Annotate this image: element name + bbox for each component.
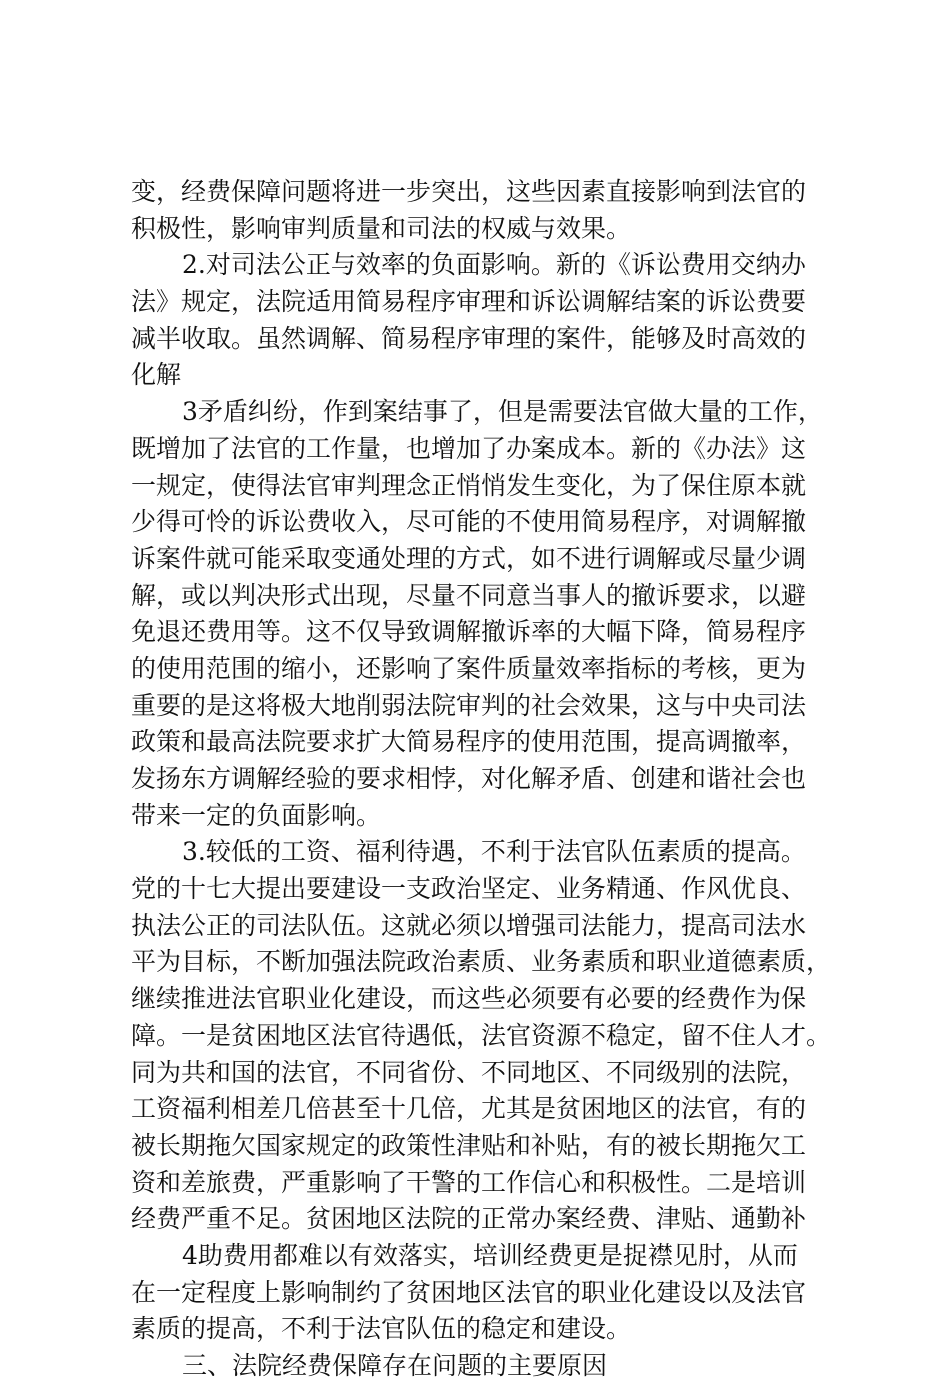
text-line: 障。一是贫困地区法官待遇低，法官资源不稳定，留不住人才。 [131,1020,832,1050]
text-line: 重要的是这将极大地削弱法院审判的社会效果，这与中央司法 [131,690,807,720]
text-line: 带来一定的负面影响。 [131,800,382,830]
text-line: 3矛盾纠纷，作到案结事了，但是需要法官做大量的工作， [182,397,823,427]
text-line: 政策和最高法院要求扩大简易程序的使用范围，提高调撤率， [131,727,807,757]
text-line: 少得可怜的诉讼费收入，尽可能的不使用简易程序，对调解撤 [131,507,807,537]
text-line: 平为目标，不断加强法院政治素质、业务素质和职业道德素质， [131,947,832,977]
text-line: 化解 [131,360,182,390]
text-line: 素质的提高，不利于法官队伍的稳定和建设。 [131,1314,632,1344]
text-line: 工资福利相差几倍甚至十几倍，尤其是贫困地区的法官，有的 [131,1094,807,1124]
text-line: 经费严重不足。贫困地区法院的正常办案经费、津贴、通勤补 [131,1204,807,1234]
text-line: 解，或以判决形式出现，尽量不同意当事人的撤诉要求，以避 [131,580,807,610]
text-line: 既增加了法官的工作量，也增加了办案成本。新的《办法》这 [131,433,807,463]
text-line: 的使用范围的缩小，还影响了案件质量效率指标的考核，更为 [131,653,807,683]
text-line: 3.较低的工资、福利待遇，不利于法官队伍素质的提高。 [182,837,806,867]
text-line: 在一定程度上影响制约了贫困地区法官的职业化建设以及法官 [131,1277,807,1307]
text-line: 免退还费用等。这不仅导致调解撤诉率的大幅下降，简易程序 [131,617,807,647]
text-line: 诉案件就可能采取变通处理的方式，如不进行调解或尽量少调 [131,543,807,573]
text-line: 继续推进法官职业化建设，而这些必须要有必要的经费作为保 [131,984,807,1014]
text-line: 4助费用都难以有效落实，培训经费更是捉襟见肘，从而 [182,1240,798,1270]
text-line: 党的十七大提出要建设一支政治坚定、业务精通、作风优良、 [131,874,807,904]
text-line: 一规定，使得法官审判理念正悄悄发生变化，为了保住原本就 [131,470,807,500]
text-line: 法》规定，法院适用简易程序审理和诉讼调解结案的诉讼费要 [131,287,807,317]
text-line: 积极性，影响审判质量和司法的权威与效果。 [131,213,632,243]
text-line: 执法公正的司法队伍。这就必须以增强司法能力，提高司法水 [131,910,807,940]
text-line: 2.对司法公正与效率的负面影响。新的《诉讼费用交纳办 [182,250,806,280]
document-body [131,174,831,1385]
text-line: 变，经费保障问题将进一步突出，这些因素直接影响到法官的 [131,177,807,206]
text-line: 发扬东方调解经验的要求相悖，对化解矛盾、创建和谐社会也 [131,764,807,793]
text-line: 三、法院经费保障存在问题的主要原因 [182,1351,608,1380]
text-line: 减半收取。虽然调解、简易程序审理的案件，能够及时高效的 [131,323,807,353]
text-line: 被长期拖欠国家规定的政策性津贴和补贴，有的被长期拖欠工 [131,1130,807,1160]
text-line: 同为共和国的法官，不同省份、不同地区、不同级别的法院， [131,1057,807,1087]
text-line: 资和差旅费，严重影响了干警的工作信心和积极性。二是培训 [131,1167,807,1197]
